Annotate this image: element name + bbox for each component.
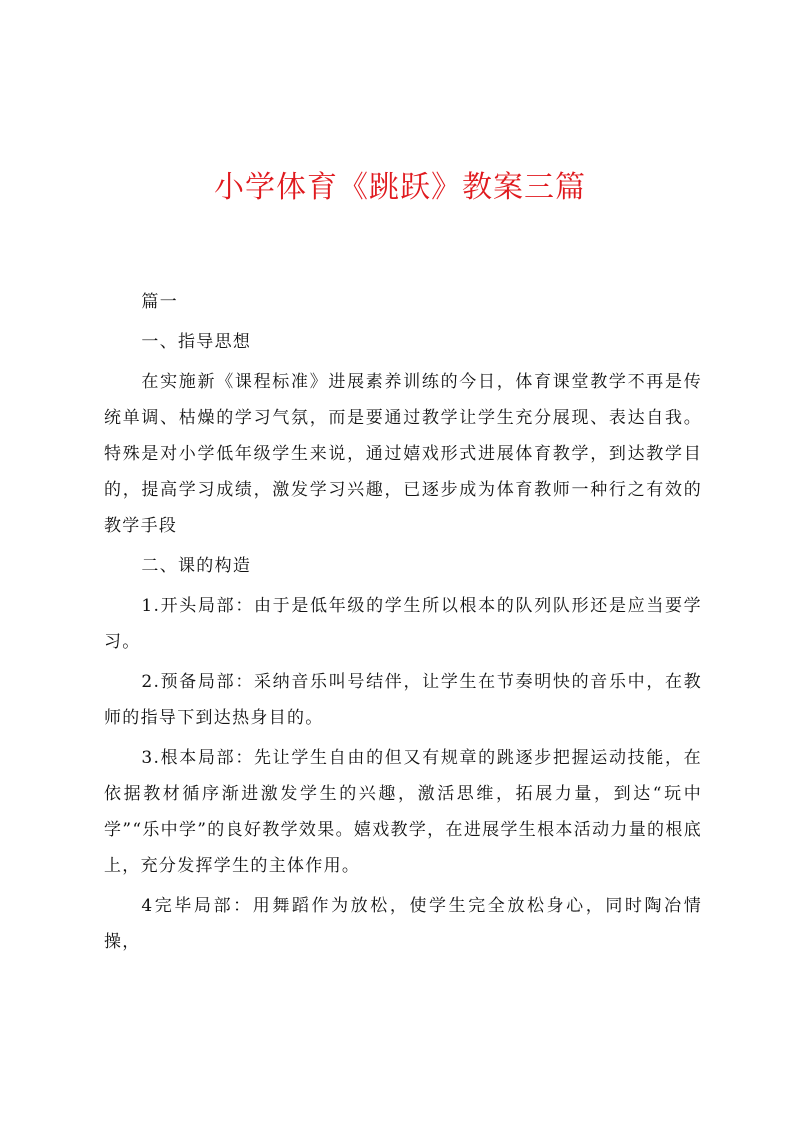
section-heading-part-one: 篇一	[141, 292, 178, 312]
paragraph-opening-part: 1.开头局部：由于是低年级的学生所以根本的队列队形还是应当要学习。	[104, 596, 702, 652]
section-heading-guiding-ideology: 一、指导思想	[141, 332, 252, 352]
paragraph-preparation-part: 2.预备局部：采纳音乐叫号结伴，让学生在节奏明快的音乐中，在教师的指导下到达热身目的。	[104, 672, 702, 728]
paragraph-guiding-ideology: 在实施新《课程标准》进展素养训练的今日，体育课堂教学不再是传统单调、枯燥的学习气氛，而是要通过教学让学生充分展现、表达自我。特殊是对小学低年级学生来说，通过嬉戏形式进展体育教学，到达教学目的，提高学习成绩，激发学习兴趣，已逐步成为体育教师一种行之有效的教学手段	[104, 372, 702, 536]
section-heading-lesson-structure: 二、课的构造	[141, 556, 252, 576]
document-title: 小学体育《跳跃》教案三篇	[214, 170, 586, 205]
paragraph-basic-part: 3.根本局部：先让学生自由的但又有规章的跳逐步把握运动技能，在依据教材循序渐进激发学生的兴趣，激活思维，拓展力量，到达“玩中学”“乐中学”的良好教学效果。嬉戏教学，在进展学生根本活动力量的根底上，充分发挥学生的主体作用。	[104, 748, 702, 876]
document-body	[104, 284, 702, 964]
paragraph-ending-part: 4完毕局部：用舞蹈作为放松，使学生完全放松身心，同时陶冶情操，	[104, 896, 702, 952]
